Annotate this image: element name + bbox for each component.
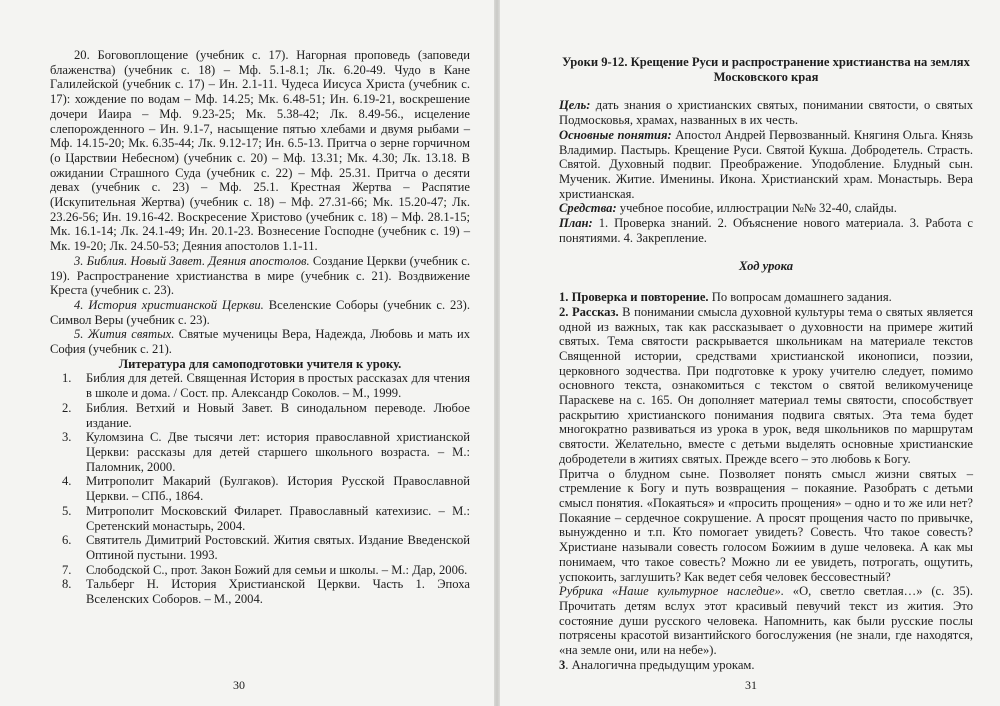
plan-paragraph	[559, 216, 973, 245]
literature-item-text: Слободской С., прот. Закон Божий для семьи и школы. – М.: Дар, 2006.	[86, 562, 468, 577]
section-2-label: 2. Рассказ.	[559, 304, 619, 319]
rubric-text: «О, светло светлая…» (с. 35). Прочитать детям вслух этот красивый певучий текст из жития. Это состояние души русского человека. Напомнить, как были русские послы потрясены красотой византийского богослужения (не знали, где находятся, «на земле они, или на небе»).	[559, 584, 973, 658]
literature-item-text: Библия. Ветхий и Новый Завет. В синодальном переводе. Любое издание.	[86, 400, 470, 430]
lives-of-saints-paragraph	[50, 327, 470, 356]
literature-item-text: Куломзина С. Две тысячи лет: история православной христианской Церкви: рассказы для детей старшего школьного возраста. – М.: Паломник, 2000.	[86, 430, 470, 474]
section-3-text: . Аналогична предыдущим урокам.	[565, 657, 755, 672]
literature-item-number: 8.	[62, 577, 72, 592]
right-page	[500, 0, 1000, 706]
church-history-paragraph	[50, 298, 470, 327]
literature-item	[50, 371, 470, 400]
plan-text: 1. Проверка знаний. 2. Объяснение нового материала. 3. Работа с понятиями. 4. Закрепление.	[559, 216, 973, 245]
literature-item-number: 4.	[62, 474, 72, 489]
goal-text: дать знания о христианских святых, понимании святости, о святых Подмосковья, храмах, названных в их честь.	[559, 98, 973, 128]
concepts-label: Основные понятия:	[559, 127, 672, 142]
section-2-paragraph	[559, 305, 973, 467]
concepts-text: Апостол Андрей Первозванный. Княгиня Ольга. Князь Владимир. Пастырь. Крещение Руси. Святой Кукша. Добродетель. Страсть. Святой. Духовный подвиг. Преображение. Уподобление. Блудный сын. Мученик. Житие. Именины. Икона. Христианский храм. Монастырь. Вера христианская.	[559, 127, 973, 201]
literature-item	[50, 563, 470, 578]
literature-item	[50, 401, 470, 430]
section-1-label: 1. Проверка и повторение.	[559, 290, 709, 305]
section-1-text: По вопросам домашнего задания.	[708, 290, 892, 305]
acts-label: 3. Библия. Новый Завет. Деяния апостолов.	[74, 253, 310, 268]
literature-item	[50, 577, 470, 606]
concepts-paragraph	[559, 128, 973, 202]
means-text: учебное пособие, иллюстрации №№ 32-40, слайды.	[616, 201, 897, 216]
left-page	[0, 0, 494, 706]
literature-item-text: Святитель Димитрий Ростовский. Жития святых. Издание Введенской Оптиной пустыни. 1993.	[86, 533, 470, 562]
rubric-label: Рубрика «Наше культурное наследие».	[559, 584, 784, 599]
church-history-text: Вселенские Соборы (учебник с. 23). Символ Веры (учебник с. 23).	[50, 297, 470, 327]
lesson-title: Уроки 9-12. Крещение Руси и распространение христианства на землях Московского края	[562, 55, 970, 84]
literature-item-number: 3.	[62, 430, 72, 445]
literature-item-text: Митрополит Макарий (Булгаков). История Русской Православной Церкви. – СПб., 1864.	[86, 474, 470, 504]
section-3-paragraph	[559, 658, 973, 673]
literature-item	[50, 474, 470, 503]
literature-item	[50, 533, 470, 562]
page-number-right: 31	[745, 678, 757, 692]
means-paragraph	[559, 201, 973, 216]
lives-of-saints-label: 5. Жития святых.	[74, 327, 175, 342]
literature-item-number: 5.	[62, 503, 72, 518]
gospel-references-paragraph: 20. Боговоплощение (учебник с. 17). Нагорная проповедь (заповеди блаженства) (учебник с. 18) – Мф. 5.1-8.1; Лк. 6.20-49. Чудо в Кане Галилейской (учебник с. 17) – Ин. 2.1-11. Чудеса Иисуса Христа (учебник с. 17): хождение по водам – Мф. 14.25; Мк. 6.48-51; Ин. 6.19-21, воскрешение дочери Иаира – Мф. 9.23-25; Мк. 5.38-42; Лк. 8.49-56., исцеление слепорожденного – Ин. 9.1-7, насыщение пятью хлебами и двумя рыбами – Мф. 14.15-20; Мк. 6.35-44; Лк. 9.12-17; Ин. 6.5-13. Притча о зерне горчичном (о Царствии Небесном) (учебник с. 20) – Мф. 13.31; Мк. 4.30; Лк. 13.18. В ожидании Страшного Суда (учебник с. 22) – Мф. 25.31. Притча о десяти девах (учебник с. 23) – Мф. 25.1. Крестная Жертва – Распятие (Искупительная Жертва) (учебник с. 18) – Мф. 27.31-66; Мк. 15.20-47; Лк. 23.26-56; Ин. 19.16-42. Воскресение Христово (учебник с. 18) – Мф. 28.1-15; Мк. 16.1-14; Лк. 24.1-49; Ин. 20.1-23. Вознесение Господне (учебник с. 19) – Мк. 19-20; Лк. 24.50-53; Деяния апостолов 1.1-11.	[50, 48, 470, 254]
church-history-label: 4. История христианской Церкви.	[74, 297, 264, 312]
literature-heading: Литература для самоподготовки учителя к уроку.	[118, 356, 402, 371]
goal-label: Цель:	[559, 98, 591, 113]
lives-of-saints-text: Святые мученицы Вера, Надежда, Любовь и мать их София (учебник с. 21).	[50, 327, 470, 357]
literature-item	[50, 504, 470, 533]
literature-item-text: Тальберг Н. История Христианской Церкви. Часть 1. Эпоха Вселенских Соборов. – М., 2004.	[86, 577, 470, 607]
rubric-paragraph	[559, 584, 973, 658]
section-1-paragraph	[559, 290, 973, 305]
section-3-label: 3	[559, 657, 566, 672]
literature-item-number: 1.	[62, 371, 72, 386]
goal-paragraph	[559, 98, 973, 127]
page-number-left: 30	[233, 678, 245, 692]
plan-label: План:	[559, 216, 593, 231]
literature-item-text: Митрополит Московский Филарет. Православный катехизис. – М.: Сретенский монастырь, 2004.	[86, 503, 470, 533]
literature-item-number: 7.	[62, 562, 72, 577]
literature-item-number: 2.	[62, 400, 72, 415]
left-page-text	[50, 48, 470, 607]
literature-item-number: 6.	[62, 533, 72, 548]
section-2-text: В понимании смысла духовной культуры тема о святых является одной из важных, так как рассказывает о духовности на примере житий святых. Тема святости раскрывается школьникам на материале текстов Священной истории, средствами христианской иконописи, поэзии, церковного зодчества. При подготовке к уроку учителю следует, помимо основного текста, ознакомиться с текстом о святой великомученице Параскеве на с. 165. Он дополняет материал темы святости, способствует раскрытию христианского понимания подвига святых. Эта тема будет многократно развиваться из урока в урок, ведя школьников по маршрутам святости. Желательно, вместе с детьми выделять основные христианские добродетели в житиях святых. Прежде всего – это любовь к Богу.	[559, 304, 973, 466]
means-label: Средства:	[559, 201, 617, 216]
prodigal-son-paragraph: Притча о блудном сыне. Позволяет понять смысл жизни святых – стремление к Богу и путь возвращения – покаяние. Разобрать с детьми смысл понятия. «Покаяться» и «просить прощения» – одно и то же или нет? Покаяние – сердечное сокрушение. А просят прощения часто по привычке, вынужденно и т.п. Кто помогает увидеть? Совесть. Что такое совесть? Христиане называли совесть голосом Божиим в душе человека. А как мы понимаем, что такое совесть? Можно ли ее увидеть, потрогать, ощутить, успокоить, заглушить? Как ведет себя человек бессовестный?	[559, 466, 973, 584]
right-page-text	[559, 55, 973, 672]
literature-item-text: Библия для детей. Священная История в простых рассказах для чтения в школе и дома. / Сост. пр. Александр Соколов. – М., 1999.	[86, 371, 470, 401]
literature-list	[50, 371, 470, 606]
acts-paragraph	[50, 254, 470, 298]
acts-text: Создание Церкви (учебник с. 19). Распространение христианства в мире (учебник с. 21). Воздвижение Креста (учебник с. 23).	[50, 253, 470, 298]
course-heading: Ход урока	[738, 259, 794, 274]
literature-item	[50, 430, 470, 474]
